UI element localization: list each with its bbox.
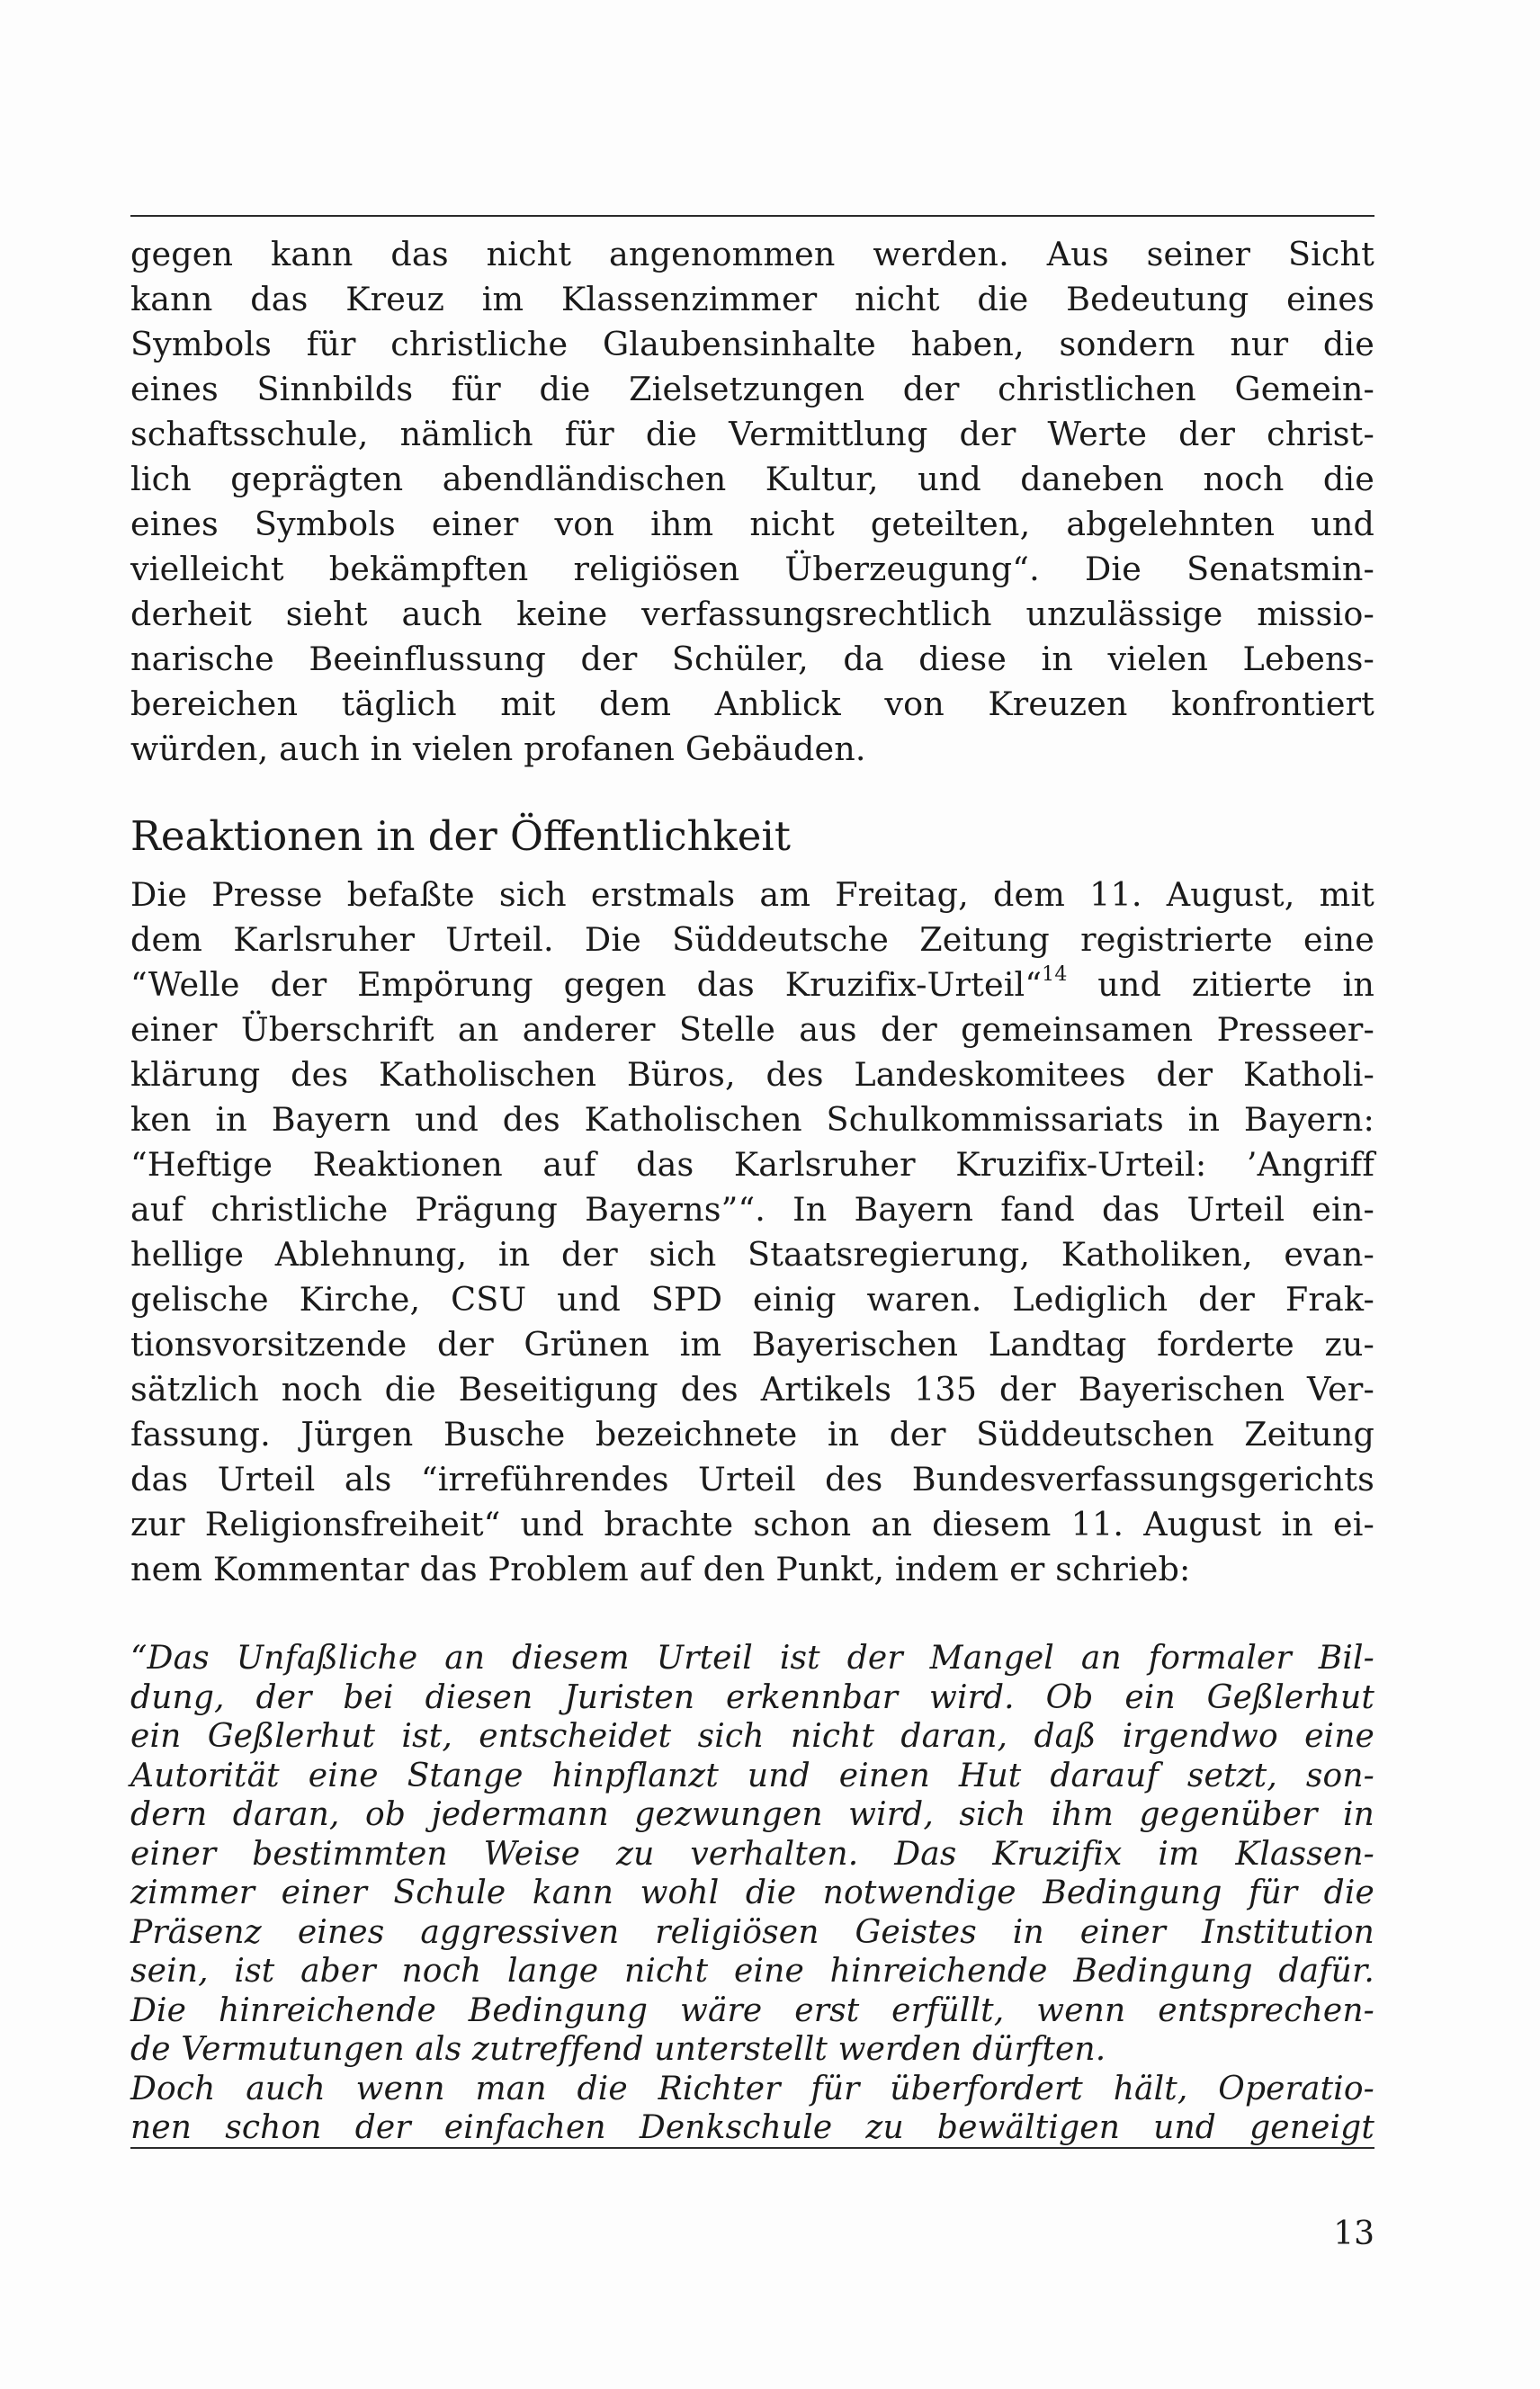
quote-line: Doch auch wenn man die Richter für überfordert hält, Operatio- bbox=[130, 2070, 1374, 2107]
text-line: nem Kommentar das Problem auf den Punkt, indem er schrieb: bbox=[130, 1550, 1191, 1588]
text-line: “Heftige Reaktionen auf das Karlsruher Kruzifix-Urteil: ’Angriff bbox=[130, 1145, 1374, 1184]
text-line: eines Sinnbilds für die Zielsetzungen der christlichen Gemein- bbox=[130, 370, 1374, 408]
text-line-with-footnote bbox=[130, 962, 1374, 1007]
page-number: 13 bbox=[1333, 2215, 1374, 2252]
text-line: zur Religionsfreiheit“ und brachte schon an diesem 11. August in ei- bbox=[130, 1505, 1374, 1543]
text-line: lich geprägten abendländischen Kultur, und daneben noch die bbox=[130, 460, 1374, 498]
text-line: das Urteil als “irreführendes Urteil des Bundesverfassungsgerichts bbox=[130, 1460, 1374, 1499]
text-line: kann das Kreuz im Klassenzimmer nicht die Bedeutung eines bbox=[130, 280, 1374, 318]
quote-line: Präsenz eines aggressiven religiösen Geistes in einer Institution bbox=[130, 1913, 1374, 1951]
quote-line: “Das Unfaßliche an diesem Urteil ist der Mangel an formaler Bil- bbox=[130, 1640, 1374, 1677]
text-line: schaftsschule, nämlich für die Vermittlung der Werte der christ- bbox=[130, 415, 1374, 453]
text-line: auf christliche Prägung Bayerns”“. In Bayern fand das Urteil ein- bbox=[130, 1190, 1374, 1229]
text-line: narische Beeinflussung der Schüler, da diese in vielen Lebens- bbox=[130, 640, 1374, 678]
text-line: vielleicht bekämpften religiösen Überzeugung“. Die Senatsmin- bbox=[130, 550, 1374, 588]
quote-line: einer bestimmten Weise zu verhalten. Das Kruzifix im Klassen- bbox=[130, 1835, 1374, 1873]
text-line: dem Karlsruher Urteil. Die Süddeutsche Zeitung registrierte eine bbox=[130, 920, 1374, 959]
quote-line: de Vermutungen als zutreffend unterstellt werden dürften. bbox=[130, 2031, 1106, 2068]
text-fragment: und zitierte in bbox=[1067, 965, 1374, 1004]
text-line: einer Überschrift an anderer Stelle aus der gemeinsamen Presseer- bbox=[130, 1010, 1374, 1049]
text-line: ken in Bayern und des Katholischen Schulkommissariats in Bayern: bbox=[130, 1100, 1374, 1139]
header-rule bbox=[130, 215, 1374, 217]
text-line: würden, auch in vielen profanen Gebäuden. bbox=[130, 729, 866, 768]
text-line: Symbols für christliche Glaubensinhalte haben, sondern nur die bbox=[130, 325, 1374, 363]
text-line: derheit sieht auch keine verfassungsrechtlich unzulässige missio- bbox=[130, 595, 1374, 633]
text-line: eines Symbols einer von ihm nicht geteilten, abgelehnten und bbox=[130, 505, 1374, 543]
quote-line: dern daran, ob jedermann gezwungen wird, sich ihm gegenüber in bbox=[130, 1796, 1374, 1833]
text-line: klärung des Katholischen Büros, des Landeskomitees der Katholi- bbox=[130, 1055, 1374, 1094]
text-line: tionsvorsitzende der Grünen im Bayerischen Landtag forderte zu- bbox=[130, 1325, 1374, 1364]
paragraph-senatsminderheit bbox=[130, 232, 1374, 772]
section-heading: Reaktionen in der Öffentlichkeit bbox=[130, 812, 791, 860]
footnote-reference[interactable]: 14 bbox=[1042, 962, 1068, 986]
quote-line: Die hinreichende Bedingung wäre erst erfüllt, wenn entsprechen- bbox=[130, 1991, 1374, 2029]
text-line: Die Presse befaßte sich erstmals am Freitag, dem 11. August, mit bbox=[130, 875, 1374, 914]
text-fragment: “Welle der Empörung gegen das Kruzifix-Urteil“ bbox=[130, 965, 1043, 1004]
quote-line: sein, ist aber noch lange nicht eine hinreichende Bedingung dafür. bbox=[130, 1953, 1374, 1990]
text-line: gelische Kirche, CSU und SPD einig waren. Lediglich der Frak- bbox=[130, 1280, 1374, 1319]
text-line: gegen kann das nicht angenommen werden. Aus seiner Sicht bbox=[130, 235, 1374, 273]
block-quotation bbox=[130, 1639, 1374, 2148]
quote-line: nen schon der einfachen Denkschule zu bewältigen und geneigt bbox=[130, 2109, 1374, 2146]
quote-line: ein Geßlerhut ist, entscheidet sich nicht daran, daß irgendwo eine bbox=[130, 1718, 1374, 1755]
quote-line: zimmer einer Schule kann wohl die notwendige Bedingung für die bbox=[130, 1875, 1374, 1911]
quote-line: Autorität eine Stange hinpflanzt und einen Hut darauf setzt, son- bbox=[130, 1757, 1374, 1794]
quote-line: dung, der bei diesen Juristen erkennbar wird. Ob ein Geßlerhut bbox=[130, 1678, 1374, 1716]
footer-rule bbox=[130, 2147, 1374, 2149]
text-line: fassung. Jürgen Busche bezeichnete in der Süddeutschen Zeitung bbox=[130, 1415, 1374, 1454]
text-line: sätzlich noch die Beseitigung des Artikels 135 der Bayerischen Ver- bbox=[130, 1370, 1374, 1409]
text-line: bereichen täglich mit dem Anblick von Kreuzen konfrontiert bbox=[130, 684, 1374, 723]
text-line: hellige Ablehnung, in der sich Staatsregierung, Katholiken, evan- bbox=[130, 1235, 1374, 1274]
paragraph-reaktionen bbox=[130, 872, 1374, 1592]
